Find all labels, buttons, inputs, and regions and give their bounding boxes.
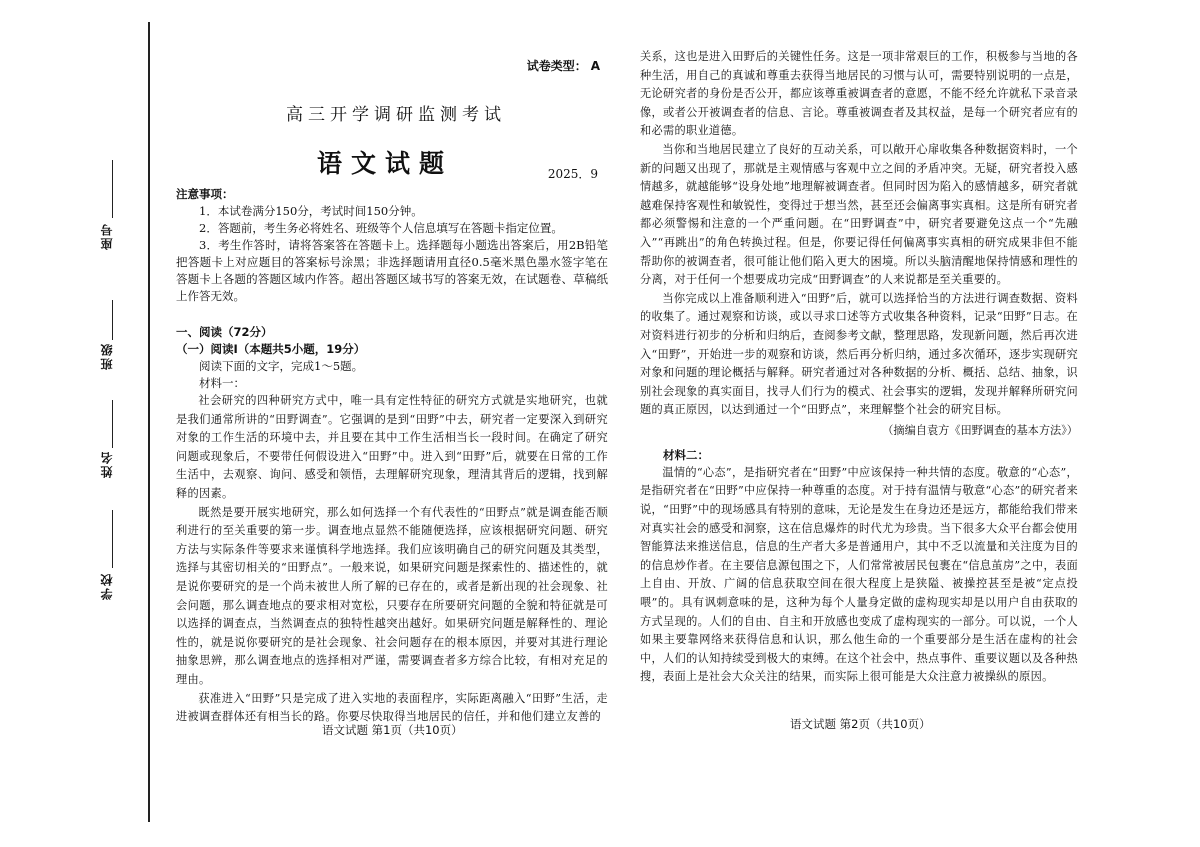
material-1-label: 材料一： bbox=[199, 376, 245, 390]
exam-date: 2025．9 bbox=[547, 167, 598, 181]
subsection-heading: （一）阅读Ⅰ（本题共5小题，19分） bbox=[176, 342, 366, 356]
gutter-school-label: 学校 bbox=[100, 572, 114, 600]
gutter-name-label: 姓名 bbox=[100, 450, 114, 478]
section-heading: 一、阅读（72分） bbox=[176, 325, 273, 339]
subject-title: 语文试题 bbox=[317, 149, 454, 178]
notice-block bbox=[176, 186, 608, 305]
exam-type bbox=[523, 57, 600, 74]
paragraph: 社会研究的四种研究方式中，唯一具有定性特征的研究方式就是实地研究，也就是我们通常所讲的“田野调查”。它强调的是到“田野”中去，研究者一定要深入到研究对象的工作生活的环境中去，并且要在其中工作生活相当长一段时间。在确定了研究问题或现象后，不要带任何假设进入“田野”中。进入到“田野”后，就要在日常的工作生活中，去观察、询问、感受和领悟，去理解研究现象，理清其背后的逻辑，找到解释的因素。 bbox=[176, 394, 608, 500]
paragraph: 温情的“心态”，是指研究者在“田野”中应该保持一种共情的态度。敬意的“心态”，是指研究者在“田野”中应保持一种尊重的态度。对于持有温情与敬意“心态”的研究者来说，“田野”中的现场感具有特别的意味，无论是发生在身边还是远方，都能给我们带来对真实社会的感受和洞察，这在信息爆炸的时代尤为珍贵。当下很多大众平台都会使用智能算法来推送信息，信息的生产者大多是普通用户，其中不乏以流量和关注度为目的的信息炒作者。在主要信息源包围之下，人们常常被居民包裹在“信息茧房”之中，表面上自由、开放、广阔的信息获取空间在很大程度上是狭隘、被操控甚至是被“定点投喂”的。具有讽刺意味的是，这种为每个人量身定做的虚构现实却是以用户自由获取的方式呈现的。人们的自由、自主和开放感也变成了虚构现实的一部分。可以说，一个人如果主要靠网络来获得信息和认识，那么他生命的一个重要部分是生活在虚构的社会中，人们的认知持续受到极大的束缚。在这个社会中，热点事件、重要议题以及各种热搜，表面上是社会大众关注的结果，而实际上很可能是大众注意力被操纵的原因。 bbox=[640, 465, 1078, 684]
paragraph: 既然是要开展实地研究，那么如何选择一个有代表性的“田野点”就是调查能否顺利进行的至关重要的第一步。调查地点显然不能随便选择，应该根据研究问题、研究方法与实际条件等要求来谨慎科学地选择。我们应该明确自己的研究问题及其类型，选择与其密切相关的“田野点”。一般来说，如果研究问题是探索性的、描述性的，就是说你要研究的是一个尚未被世人所了解的已存在的，或者是新出现的社会现象、社会问题，那么调查地点的要求相对宽松，只要存在所要研究问题的全貌和特征就是可以选择的调查点，当然调查点的独特性越突出越好。如果研究问题是解释性的、理论性的，就是说你要研究的是社会现象、社会问题存在的根本原因，并要对其进行理论抽象思辨，那么调查地点的选择相对严谨，需要调查者多方综合比较，有相对充足的理由。 bbox=[176, 505, 608, 686]
gutter-name-blank[interactable] bbox=[112, 400, 113, 448]
exam-type-label: 试卷类型： bbox=[526, 59, 587, 73]
gutter-class-label: 班级 bbox=[100, 342, 114, 370]
page-2-footer: 语文试题 第2页（共10页） bbox=[790, 717, 931, 731]
gutter-seat-blank[interactable] bbox=[112, 160, 113, 218]
notice-item: 1．本试卷满分150分，考试时间150分钟。 bbox=[199, 204, 423, 218]
gutter-school-blank[interactable] bbox=[112, 510, 113, 568]
exam-title: 高三开学调研监测考试 bbox=[286, 105, 506, 125]
paragraph: 关系，这也是进入田野后的关键性任务。这是一项非常艰巨的工作，积极参与当地的各种生活，用自己的真诚和尊重去获得当地居民的习惯与认可，需要特别说明的一点是，无论研究者的身份是否公开，都应该尊重被调查者的意愿，不能不经允许就私下录音录像，或者公开被调查者的信息、言论。尊重被调查者及其权益，是每一个研究者应有的和必需的职业道德。 bbox=[640, 50, 1078, 138]
source-citation: （摘编自袁方《田野调查的基本方法》） bbox=[882, 423, 1078, 437]
notice-item: 3．考生作答时，请将答案答在答题卡上。选择题每小题选出答案后，用2B铅笔把答题卡上对应题目的答案标号涂黑；非选择题请用直径0.5毫米黑色墨水签字笔在答题卡上各题的答题区域内作答。超出答题区域书写的答案无效，在试题卷、草稿纸上作答无效。 bbox=[176, 238, 608, 303]
page-1-footer: 语文试题 第1页（共10页） bbox=[322, 723, 463, 737]
reading-continued bbox=[640, 48, 1078, 687]
gutter-divider bbox=[148, 22, 150, 822]
paragraph: 当你完成以上准备顺利进入“田野”后，就可以选择恰当的方法进行调查数据、资料的收集了。通过观察和访谈，或以寻求口述等方式收集各种资料，记录“田野”日志。在对资料进行初步的分析和归纳后，查阅参考文献，整理思路，发现新问题，然后再次进入“田野”，开始进一步的观察和访谈，然后再分析归纳，通过多次循环，逐步实现研究对象和问题的理论概括与解释。研究者通过对各种数据的分析、概括、总结、抽象，识别社会现象的真实面目，找寻人们行为的模式、社会事实的逻辑，发现并解释所研究问题的真正原因，以达到通过一个“田野点”，来理解整个社会的研究目标。 bbox=[640, 291, 1078, 417]
material-2-label: 材料二： bbox=[663, 447, 709, 462]
paragraph: 当你和当地居民建立了良好的互动关系，可以敞开心扉收集各种数据资料时，一个新的问题又出现了，那就是主观情感与客观中立之间的矛盾冲突。无疑，研究者投入感情越多，就越能够“设身处地”地理解被调查者。但同时因为陷入的感情越多，研究者就越难保持客观性和敏锐性，变得过于想当然，甚至还会偏离事实真相。这是所有研究者都必须警惕和注意的一个严重问题。在“田野调查”中，研究者要避免这点一个“先融入”“再跳出”的角色转换过程。但是，你要记得任何偏离事实真相的研究成果非但不能帮助你的被调查者，很可能让他们陷入更大的困境。所以头脑清醒地保持情感和理性的分离，对于任何一个想要成功完成“田野调查”的人来说都是至关重要的。 bbox=[640, 142, 1078, 287]
reading-instruction: 阅读下面的文字，完成1～5题。 bbox=[199, 359, 364, 373]
gutter-seat-label: 座号 bbox=[100, 222, 114, 250]
gutter-class-blank[interactable] bbox=[112, 300, 113, 340]
exam-type-value: A bbox=[590, 59, 600, 73]
notice-item: 2．答题前，考生务必将姓名、班级等个人信息填写在答题卡指定位置。 bbox=[199, 221, 563, 235]
paragraph: 获准进入“田野”只是完成了进入实地的表面程序，实际距离融入“田野”生活，走进被调查群体还有相当长的路。你要尽快取得当地居民的信任，并和他们建立友善的 bbox=[176, 691, 608, 724]
reading-section bbox=[176, 324, 608, 727]
notice-title: 注意事项： bbox=[176, 187, 234, 201]
